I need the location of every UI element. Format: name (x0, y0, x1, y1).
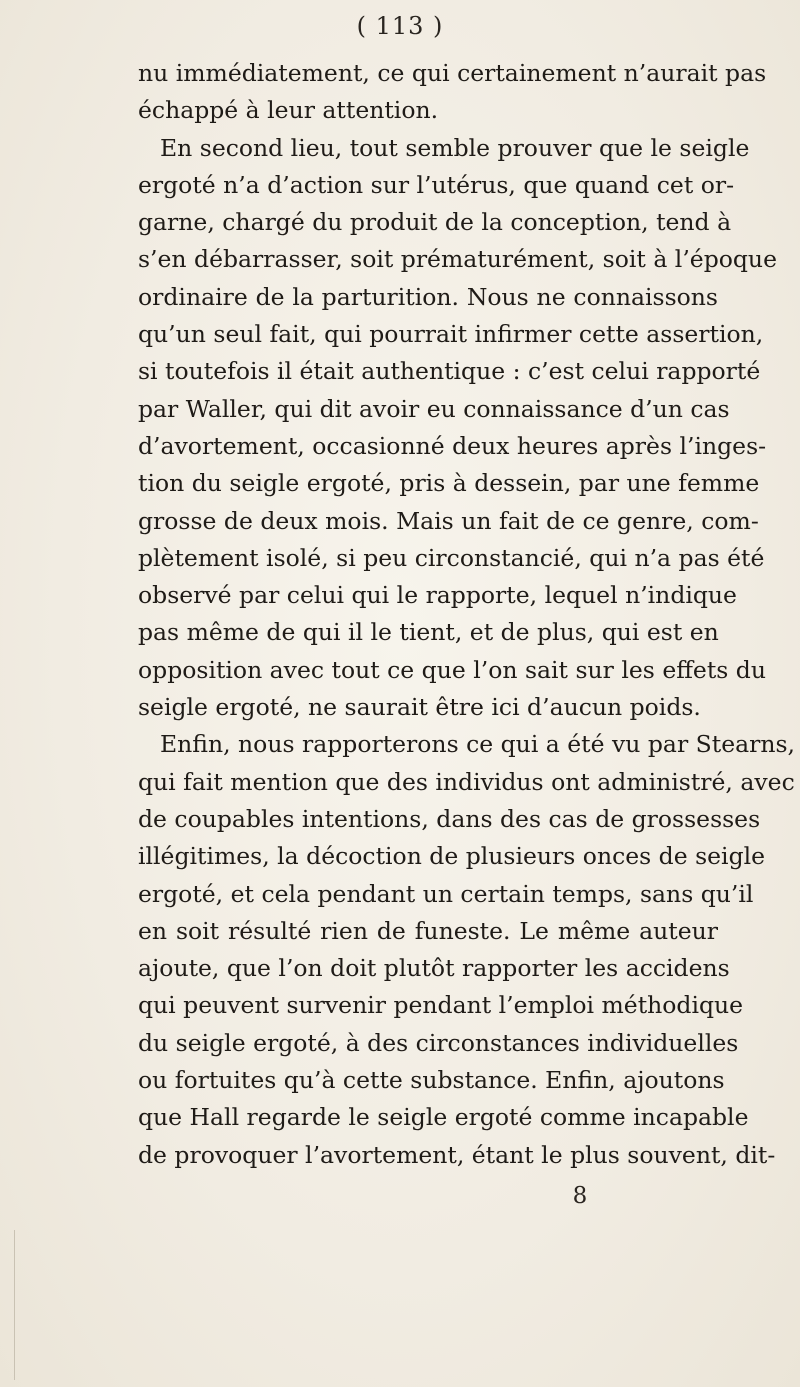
text-line: ajoute, que l’on doit plutôt rapporter les accidens (138, 954, 730, 983)
text-line: nu immédiatement, ce qui certainement n’aurait pas (138, 59, 767, 87)
text-line: pas même de qui il le tient, et de plus, qui est en (138, 618, 719, 647)
text-line: ou fortuites qu’à cette substance. Enfin, ajoutons (138, 1066, 725, 1095)
text-line: de provoquer l’avortement, étant le plus souvent, dit- (138, 1140, 776, 1169)
text-line: plètement isolé, si peu circonstancié, qui n’a pas été (138, 543, 765, 572)
text-line: de coupables intentions, dans des cas de grossesses (138, 804, 761, 833)
text-line: que Hall regarde le seigle ergoté comme incapable (138, 1103, 749, 1132)
signature-mark: 8 (572, 1183, 588, 1209)
text-line: garne, chargé du produit de la conception, tend à (138, 208, 732, 237)
text-line: tion du seigle ergoté, pris à dessein, par une femme (138, 469, 760, 498)
text-line: ergoté n’a d’action sur l’utérus, que quand cet or- (138, 170, 735, 199)
margin-rule (14, 1230, 15, 1380)
text-line: ordinaire de la parturition. Nous ne connaissons (138, 282, 718, 311)
text-line: par Waller, qui dit avoir eu connaissance d’un cas (138, 394, 730, 423)
text-line: du seigle ergoté, à des circonstances individuelles (138, 1028, 739, 1057)
text-line: opposition avec tout ce que l’on sait sur les effets du (138, 655, 766, 684)
text-line: illégitimes, la décoction de plusieurs onces de seigle (138, 842, 766, 871)
text-line: qu’un seul fait, qui pourrait infirmer cette assertion, (138, 320, 764, 349)
page-number: ( 113 ) (356, 12, 444, 40)
text-line: qui peuvent survenir pendant l’emploi méthodique (138, 991, 744, 1020)
body-text (138, 55, 796, 1174)
text-line: Enfin, nous rapporterons ce qui a été vu par Stearns, (160, 730, 796, 759)
text-line: En second lieu, tout semble prouver que le seigle (160, 133, 750, 162)
text-line: s’en débarrasser, soit prématurément, soit à l’époque (138, 245, 777, 274)
text-line: grosse de deux mois. Mais un fait de ce genre, com- (138, 506, 759, 535)
text-line: d’avortement, occasionné deux heures après l’inges- (138, 431, 767, 460)
text-line: échappé à leur attention. (138, 96, 439, 125)
text-line: en soit résulté rien de funeste. Le même auteur (138, 916, 718, 945)
text-line: si toutefois il était authentique : c’est celui rapporté (138, 357, 761, 386)
text-line: qui fait mention que des individus ont administré, avec (138, 767, 795, 796)
text-line: seigle ergoté, ne saurait être ici d’aucun poids. (138, 693, 701, 722)
text-line: observé par celui qui le rapporte, lequel n’indique (138, 581, 737, 610)
text-line: ergoté, et cela pendant un certain temps, sans qu’il (138, 879, 754, 908)
